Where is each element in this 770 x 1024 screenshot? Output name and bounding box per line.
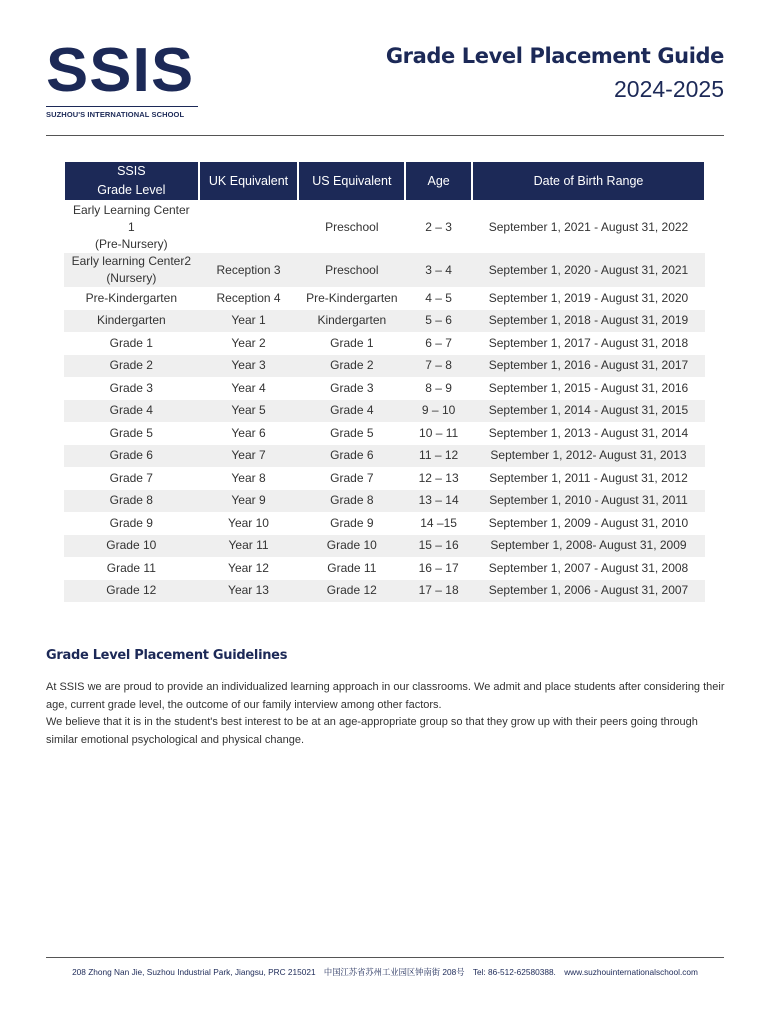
cell-grade-level: Kindergarten [64,310,199,333]
cell-us-equivalent: Kindergarten [298,310,405,333]
header-us-equivalent: US Equivalent [298,161,405,201]
cell-age: 3 – 4 [405,253,472,287]
header-ssis-grade: SSIS Grade Level [64,161,199,201]
cell-dob-range: September 1, 2021 - August 31, 2022 [488,220,689,234]
guidelines-paragraph: We believe that it is in the student's best interest to be at an age-appropriate group so that they grow up with their peers going through similar emotional psychological and physical change. [46,716,698,746]
cell-uk-equivalent: Year 9 [199,490,299,513]
cell-us-equivalent: Grade 10 [298,535,405,558]
cell-age: 2 – 3 [425,220,452,234]
cell-dob-range: September 1, 2008- August 31, 2009 [472,535,705,558]
cell-us-equivalent: Grade 3 [330,380,374,395]
cell-us-equivalent: Grade 9 [330,515,374,530]
cell-us-equivalent: Grade 1 [330,335,374,350]
cell-uk-equivalent: Year 5 [199,400,299,423]
school-year: 2024-2025 [614,76,724,102]
guidelines-body [46,679,726,749]
table-row [64,490,705,513]
cell-age: 10 – 11 [419,425,459,440]
cell-dob-range: September 1, 2017 - August 31, 2018 [488,335,689,350]
header-divider [46,135,724,136]
cell-us-equivalent: Preschool [298,253,405,287]
cell-grade-level: Grade 2 [64,355,199,378]
cell-uk-equivalent: Year 11 [199,535,299,558]
cell-age: 6 – 7 [425,335,452,350]
cell-age: 16 – 17 [418,560,459,575]
header-uk-equivalent: UK Equivalent [199,161,299,201]
footer-address: 208 Zhong Nan Jie, Suzhou Industrial Park, Jiangsu, PRC 215021 [72,967,316,977]
cell-grade-level: Grade 1 [109,335,153,350]
cell-dob-range: September 1, 2011 - August 31, 2012 [489,470,688,485]
cell-uk-equivalent: Reception 4 [216,290,281,305]
cell-us-equivalent: Grade 2 [298,355,405,378]
cell-age: 5 – 6 [405,310,472,333]
cell-uk-equivalent [199,201,299,253]
cell-dob-range: September 1, 2014 - August 31, 2015 [472,400,705,423]
cell-age: 7 – 8 [405,355,472,378]
table-row [64,377,705,400]
cell-grade-level: Grade 9 [109,515,153,530]
cell-age: 13 – 14 [405,490,472,513]
page-title: Grade Level Placement Guide [385,44,724,68]
cell-age: 12 – 13 [418,470,459,485]
cell-uk-equivalent: Year 3 [199,355,299,378]
guidelines-paragraph: At SSIS we are proud to provide an individualized learning approach in our classrooms. We admit and place students after considering their age, current grade level, the outcome of our family interview among other factors. [46,681,725,711]
cell-uk-equivalent: Year 10 [228,515,269,530]
cell-dob-range: September 1, 2007 - August 31, 2008 [488,560,689,575]
cell-grade-level: Grade 6 [64,445,199,468]
title-block [386,44,724,103]
cell-us-equivalent: Grade 4 [298,400,405,423]
cell-age: 11 – 12 [405,445,472,468]
cell-uk-equivalent: Year 7 [199,445,299,468]
cell-dob-range: September 1, 2016 - August 31, 2017 [472,355,705,378]
footer [0,966,770,978]
table-row [64,557,705,580]
cell-grade-level: Grade 7 [109,470,153,485]
school-logo [46,36,198,119]
table-row [64,467,705,490]
logo-mark: SSIS [46,36,195,105]
cell-us-equivalent: Grade 5 [330,425,374,440]
cell-dob-range: September 1, 2015 - August 31, 2016 [488,380,689,395]
table-row [64,422,705,445]
footer-address-chinese: 中国江苏省苏州工业园区钟南街 208号 [323,967,465,977]
cell-uk-equivalent: Year 12 [228,560,269,575]
table-row [64,535,705,558]
cell-us-equivalent: Pre-Kindergarten [306,290,398,305]
table-row [64,253,705,287]
cell-dob-range: September 1, 2019 - August 31, 2020 [488,290,689,305]
cell-grade-level: Early learning Center2 (Nursery) [64,253,199,287]
header-age: Age [405,161,472,201]
cell-dob-range: September 1, 2012- August 31, 2013 [472,445,705,468]
table-row [64,580,705,603]
guidelines-heading: Grade Level Placement Guidelines [46,648,288,663]
placement-table [63,160,706,602]
cell-age: 4 – 5 [425,290,452,305]
cell-age: 9 – 10 [405,400,472,423]
cell-age: 14 –15 [420,515,457,530]
header-dob-range: Date of Birth Range [472,161,705,201]
cell-uk-equivalent: Year 4 [231,380,266,395]
cell-us-equivalent: Grade 6 [298,445,405,468]
cell-uk-equivalent: Year 13 [199,580,299,603]
cell-uk-equivalent: Reception 3 [199,253,299,287]
cell-grade-level: Grade 3 [109,380,153,395]
cell-age: 8 – 9 [425,380,452,395]
footer-website[interactable]: www.suzhouinternationalschool.com [564,967,698,977]
table-row [64,355,705,378]
table-row [64,400,705,423]
cell-uk-equivalent: Year 8 [231,470,266,485]
cell-age: 17 – 18 [405,580,472,603]
cell-uk-equivalent: Year 1 [199,310,299,333]
cell-dob-range: September 1, 2010 - August 31, 2011 [472,490,705,513]
cell-grade-level: Grade 8 [64,490,199,513]
cell-us-equivalent: Grade 11 [327,560,377,575]
cell-grade-level: Grade 5 [109,425,153,440]
cell-grade-level: Grade 4 [64,400,199,423]
table-row [64,310,705,333]
cell-grade-level: Grade 10 [64,535,199,558]
footer-phone: Tel: 86-512-62580388. [472,967,556,977]
cell-dob-range: September 1, 2018 - August 31, 2019 [472,310,705,333]
cell-dob-range: September 1, 2020 - August 31, 2021 [472,253,705,287]
cell-dob-range: September 1, 2006 - August 31, 2007 [472,580,705,603]
cell-us-equivalent: Grade 8 [298,490,405,513]
table-row [64,512,705,535]
table-row [64,287,705,310]
cell-us-equivalent: Grade 12 [298,580,405,603]
cell-dob-range: September 1, 2013 - August 31, 2014 [488,425,689,440]
cell-grade-level: Grade 11 [106,560,156,575]
table-row [64,445,705,468]
table-row [64,332,705,355]
cell-uk-equivalent: Year 2 [231,335,266,350]
cell-us-equivalent: Grade 7 [330,470,374,485]
cell-grade-level: Pre-Kindergarten [85,290,177,305]
cell-grade-level: Early Learning Center 1 (Pre-Nursery) [72,203,190,251]
cell-age: 15 – 16 [405,535,472,558]
cell-dob-range: September 1, 2009 - August 31, 2010 [488,515,689,530]
cell-grade-level: Grade 12 [64,580,199,603]
logo-subtitle: SUZHOU'S INTERNATIONAL SCHOOL [46,110,185,119]
footer-divider [46,957,724,958]
table-header-row [64,161,705,201]
table-row [64,201,705,253]
cell-uk-equivalent: Year 6 [231,425,266,440]
logo-divider [46,106,198,107]
cell-us-equivalent: Preschool [325,220,379,234]
